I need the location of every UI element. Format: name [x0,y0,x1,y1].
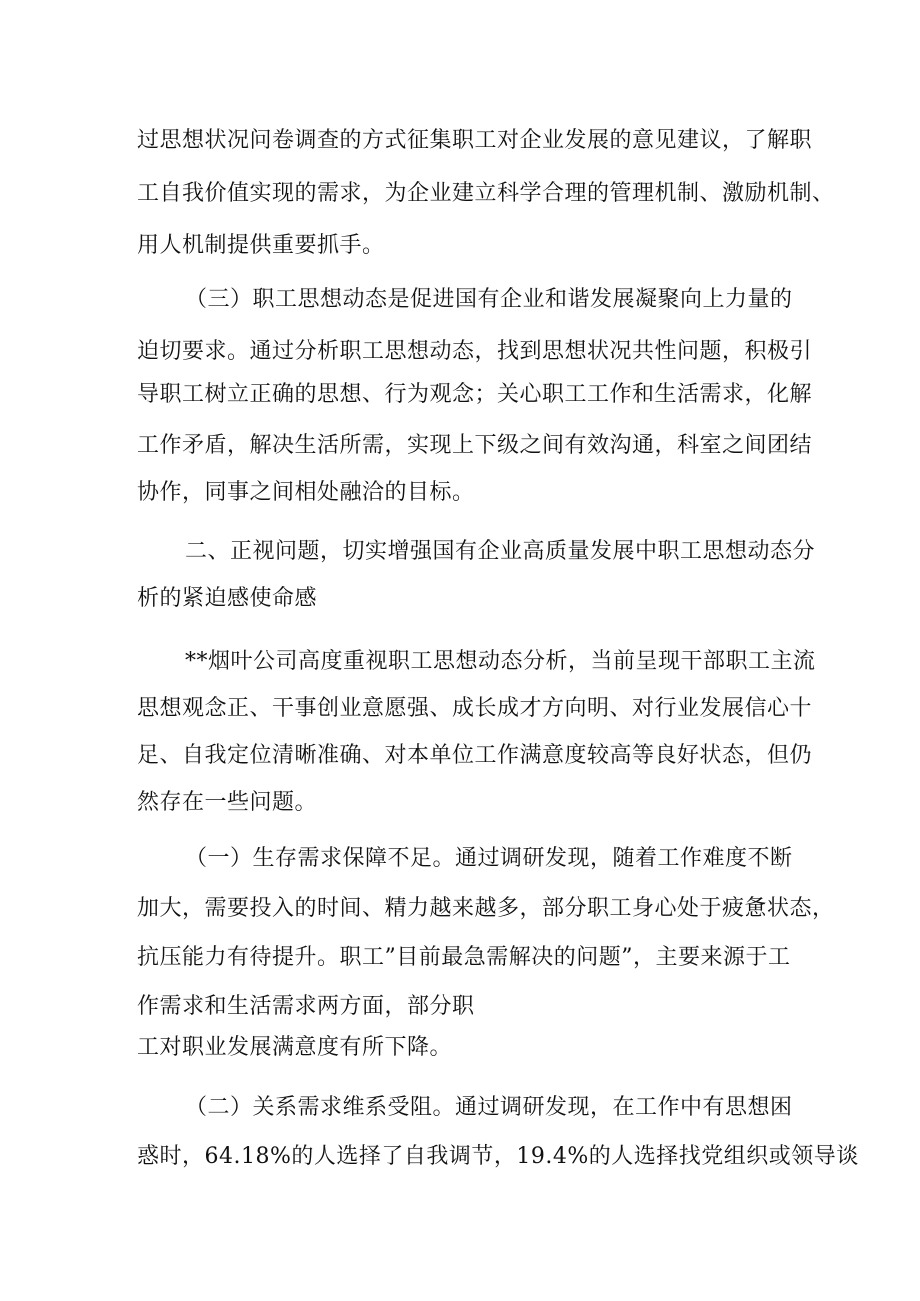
text-line: 思想观念正、干事创业意愿强、成长成才方向明、对行业发展信心十 [137,696,813,721]
text-line: 惑时，64.18%的人选择了自我调节，19.4%的人选择找党组织或领导谈 [137,1144,859,1169]
text-line: （一）生存需求保障不足。通过调研发现，随着工作难度不断 [185,846,793,871]
text-line: 协作，同事之间相处融洽的目标。 [137,480,475,505]
text-line: 抗压能力有待提升。职工”目前最急需解决的问题”，主要来源于工 [137,945,791,970]
text-line: （三）职工思想动态是促进国有企业和谐发展凝聚向上力量的 [185,287,793,312]
text-line: 导职工树立正确的思想、行为观念；关心职工工作和生活需求，化解 [137,382,813,407]
text-line: **烟叶公司高度重视职工思想动态分析，当前呈现干部职工主流 [185,649,816,674]
text-line: （二）关系需求维系受阻。通过调研发现，在工作中有思想困 [185,1095,793,1120]
text-line: 工作矛盾，解决生活所需，实现上下级之间有效沟通，科室之间团结 [137,433,813,458]
text-line: 加大，需要投入的时间、精力越来越多，部分职工身心处于疲惫状态， [137,896,835,921]
text-line: 工对职业发展满意度有所下降。 [137,1035,453,1060]
text-line: 用人机制提供重要抓手。 [137,233,385,258]
text-line: 作需求和生活需求两方面，部分职 [137,994,475,1019]
section-heading-line: 析的紧迫感使命感 [137,586,318,611]
text-line: 工自我价值实现的需求，为企业建立科学合理的管理机制、激励机制、 [137,181,835,206]
text-line: 足、自我定位清晰准确、对本单位工作满意度较高等良好状态，但仍 [137,743,813,768]
text-line: 过思想状况问卷调查的方式征集职工对企业发展的意见建议，了解职 [137,128,813,153]
section-heading-line: 二、正视问题，切实增强国有企业高质量发展中职工思想动态分 [185,539,816,564]
text-line: 迫切要求。通过分析职工思想动态，找到思想状况共性问题，积极引 [137,339,813,364]
text-line: 然存在一些问题。 [137,790,318,815]
